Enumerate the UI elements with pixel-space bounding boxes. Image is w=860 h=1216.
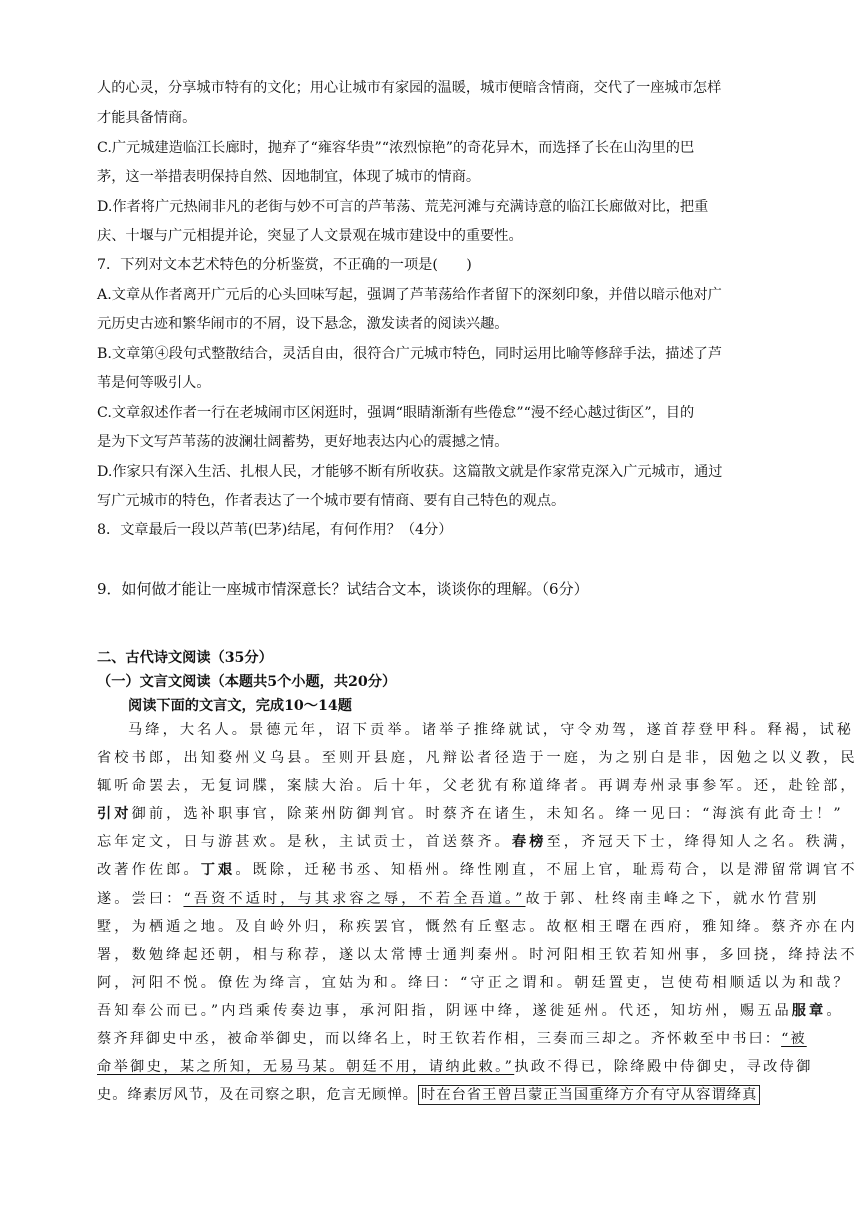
classical-text-line bbox=[97, 889, 820, 909]
classical-text-line: 阿，河阳不悦。僚佐为绛言，宜姑为和。绛曰：“守正之谓和。朝廷置吏，岂使苟相顺适以为和哉？ bbox=[97, 975, 851, 991]
text-line: 茅，这一举措表明保持自然、因地制宜，体现了城市的情商。 bbox=[97, 169, 481, 185]
text-span: 忘年定文，日与游甚欢。是秋，主试贡士，首送蔡齐。 bbox=[97, 834, 512, 850]
question-7: 7．下列对文本艺术特色的分析鉴赏，不正确的一项是( ) bbox=[97, 257, 472, 273]
text-span: 史。绛素厉风节，及在司察之职，危言无顾惮。 bbox=[97, 1087, 419, 1103]
underlined-sentence: 命举御史，某之所知，无易马某。朝廷不用，请纳此敕。” bbox=[97, 1059, 515, 1075]
text-span: 。既除，迁秘书丞、知梧州。绛性刚直，不屈上官，耻焉苟合，以是滞留常调官不 bbox=[235, 862, 858, 878]
section-title: 二、古代诗文阅读（35分） bbox=[97, 650, 273, 666]
option-c-line: C.广元城建造临江长廊时，抛弃了“雍容华贵”“浓烈惊艳”的奇花异木，而选择了长在山沟里的巴 bbox=[97, 140, 695, 156]
option-d-line: D.作家只有深入生活、扎根人民，才能够不断有所收获。这篇散文就是作家常克深入广元城市，通过 bbox=[97, 464, 723, 480]
classical-text-line bbox=[97, 1029, 807, 1049]
classical-text-line bbox=[97, 860, 858, 880]
classical-text-line: 墅，为栖遁之地。及自岭外归，称疾罢官，慨然有丘壑志。故枢相王曙在西府，雅知绛。蔡齐亦在内 bbox=[97, 919, 858, 935]
question-9: 9．如何做才能让一座城市情深意长？试结合文本，谈谈你的理解。（6分） bbox=[97, 580, 589, 598]
text-line: 元历史古迹和繁华闹市的不屑，设下悬念，激发读者的阅读兴趣。 bbox=[97, 316, 509, 332]
option-a-line: A.文章从作者离开广元后的心头回味写起，强调了芦苇荡给作者留下的深刻印象，并借以暗示他对广 bbox=[97, 287, 722, 303]
text-line: 人的心灵，分享城市特有的文化；用心让城市有家园的温暖，城市便暗含情商，交代了一座城市怎样 bbox=[97, 80, 722, 96]
bold-term: 引对 bbox=[97, 806, 132, 822]
classical-text-line: 署，数勉绛起还朝，相与称荐，遂以太常博士通判秦州。时河阳相王钦若知州事，多回挠，绛持法不 bbox=[97, 947, 858, 963]
subsection-title: （一）文言文阅读（本题共5个小题，共20分） bbox=[97, 674, 397, 690]
classical-text-line bbox=[97, 832, 858, 852]
classical-text-line: 辄听命罢去，无复词牒，案牍大治。后十年，父老犹有称道绛者。再调寿州录事参军。还，赴铨部， bbox=[97, 778, 858, 794]
text-span: 吾知奉公而已。”内珰乘传奏边事，承河阳指，阴诬中绛，遂徙延州。代还，知坊州，赐五品 bbox=[97, 1003, 792, 1019]
text-span: 改著作佐郎。 bbox=[97, 862, 201, 878]
underlined-sentence: “吾资不适时，与其求容之辱，不若全吾道。” bbox=[183, 891, 526, 907]
classical-text-line bbox=[97, 1085, 757, 1105]
instruction: 阅读下面的文言文，完成10～14题 bbox=[128, 698, 352, 714]
text-line: 是为下文写芦苇荡的波澜壮阔蓄势，更好地表达内心的震撼之情。 bbox=[97, 434, 509, 450]
text-span: 。 bbox=[826, 1003, 844, 1019]
classical-text-line: 马绛，大名人。景德元年，诏下贡举。诸举子推绛就试，守令劝驾，遂首荐登甲科。释褐，试秘 bbox=[128, 722, 855, 738]
text-span: 蔡齐拜御史中丞，被命举御史，而以绛名上，时王钦若作相，三奏而三却之。齐怀敕至中书曰： bbox=[97, 1031, 782, 1047]
classical-text-line bbox=[97, 804, 844, 824]
bold-term: 丁艰 bbox=[200, 862, 236, 878]
bold-term: 春榜 bbox=[511, 834, 547, 850]
option-c-line: C.文章叙述作者一行在老城闹市区闲逛时，强调“眼睛渐渐有些倦怠”“漫不经心越过街区”，目的 bbox=[97, 405, 695, 421]
text-line: 写广元城市的特色，作者表达了一个城市要有情商、要有自己特色的观点。 bbox=[97, 493, 566, 509]
text-span: 执政不得已，除绛殿中侍御史，寻改侍御 bbox=[514, 1059, 813, 1075]
text-line: 才能具备情商。 bbox=[97, 110, 197, 126]
text-line: 苇是何等吸引人。 bbox=[97, 375, 211, 391]
classical-text-line bbox=[97, 1001, 844, 1021]
underlined-sentence: “被 bbox=[781, 1031, 807, 1047]
text-span: 遂。尝曰： bbox=[97, 891, 184, 907]
text-span: 故于郭、杜终南圭峰之下，就水竹营别 bbox=[525, 891, 820, 907]
option-b-line: B.文章第④段句式整散结合，灵活自由，很符合广元城市特色，同时运用比喻等修辞手法，描述了芦 bbox=[97, 346, 723, 362]
boxed-sentence: 时在台省王曾吕蒙正当国重绛方介有守从容谓绛真 bbox=[418, 1085, 760, 1105]
option-d-line: D.作者将广元热闹非凡的老街与妙不可言的芦苇荡、荒芜河滩与充满诗意的临江长廊做对比，把重 bbox=[97, 199, 709, 215]
classical-text-line bbox=[97, 1057, 813, 1077]
classical-text-line: 省校书郎，出知婺州义乌县。至则开县庭，凡辩讼者径造于一庭，为之别白是非，因勉之以义教，民 bbox=[97, 750, 858, 766]
text-line: 庆、十堰与广元相提并论，突显了人文景观在城市建设中的重要性。 bbox=[97, 228, 523, 244]
question-8: 8．文章最后一段以芦苇(巴茅)结尾，有何作用？（4分） bbox=[97, 522, 453, 538]
text-span: 御前，选补职事官，除莱州防御判官。时蔡齐在诸生，未知名。绛一见曰：“海滨有此奇士！” bbox=[131, 806, 844, 822]
bold-term: 服章 bbox=[791, 1003, 827, 1019]
text-span: 至，齐冠天下士，绛得知人之名。秩满， bbox=[546, 834, 858, 850]
